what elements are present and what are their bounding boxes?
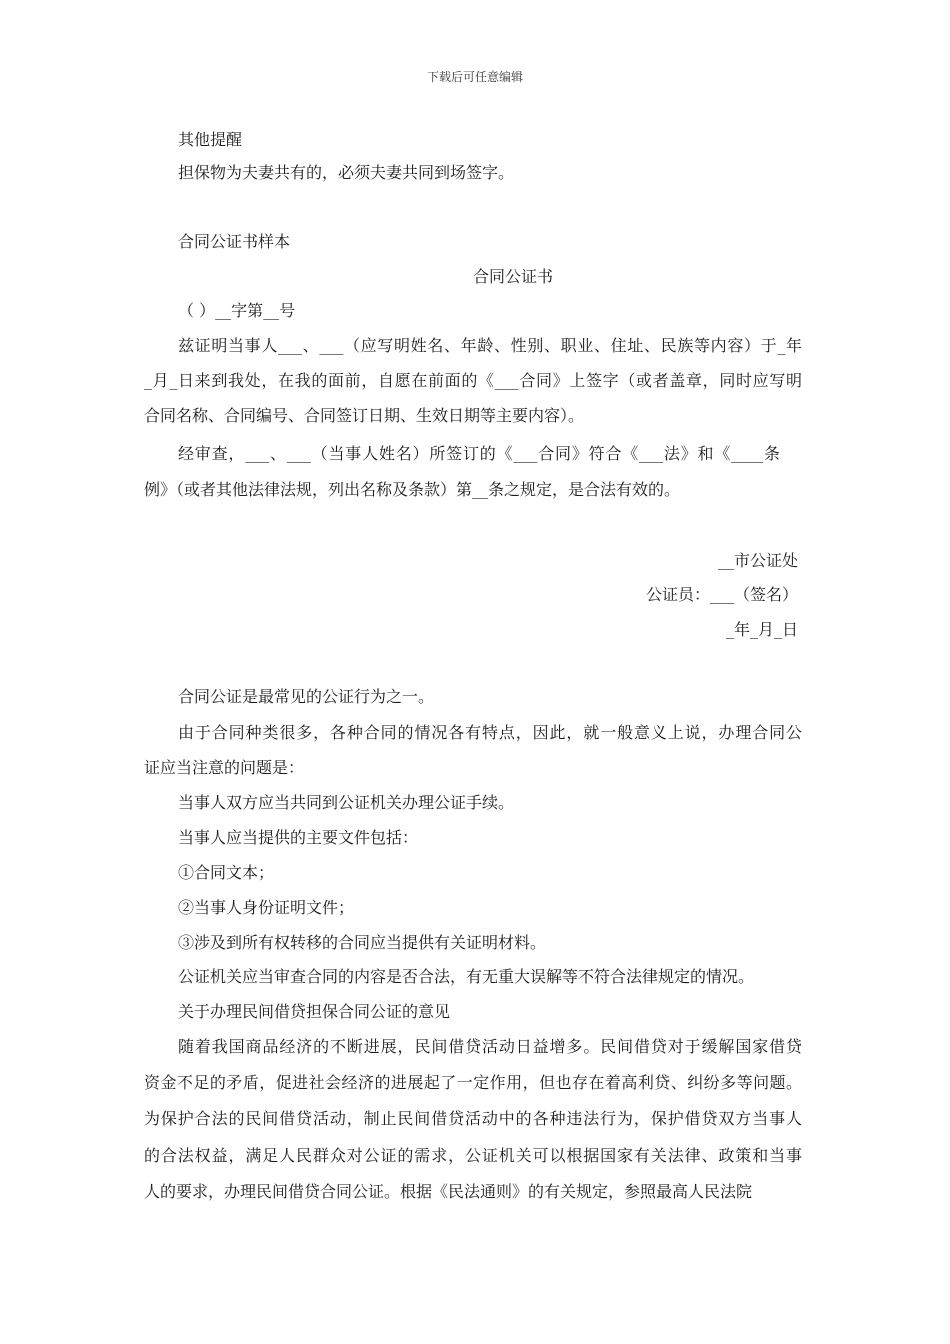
- opinion-para-line4: 的合法权益，满足人民群众对公证的需求，公证机关可以根据国家有关法律、政策和当事: [144, 1146, 802, 1165]
- notes-sub-item-3: ③涉及到所有权转移的合同应当提供有关证明材料。: [178, 933, 547, 952]
- sample-label: 合同公证书样本: [178, 232, 291, 251]
- notes-item-2: 当事人应当提供的主要文件包括：: [178, 828, 419, 847]
- notes-para-line1: 由于合同种类很多，各种合同的情况各有特点，因此，就一般意义上说，办理合同公: [178, 723, 802, 742]
- opinion-para-line5: 人的要求，办理民间借贷合同公证。根据《民法通则》的有关规定，参照最高人民法院: [144, 1182, 753, 1201]
- page-header: 下载后可任意编辑: [426, 70, 523, 84]
- notes-para-line2: 证应当注意的问题是：: [144, 758, 305, 777]
- certificate-number-line: （ ）__字第__号: [178, 301, 296, 320]
- notary-office: __市公证处: [717, 551, 798, 570]
- notes-sub-item-1: ①合同文本；: [178, 863, 275, 882]
- opinion-para-line1: 随着我国商品经济的不断进展，民间借贷活动日益增多。民间借贷对于缓解国家借贷: [178, 1037, 802, 1056]
- notes-item-1: 当事人双方应当共同到公证机关办理公证手续。: [178, 793, 515, 812]
- certificate-para1-line2: _月_日来到我处，在我的面前，自愿在前面的《___合同》上签字（或者盖章，同时应写明: [144, 371, 802, 390]
- notary-signature: 公证员：___（签名）: [645, 585, 798, 604]
- certificate-para2-line2: 例》（或者其他法律法规，列出名称及条款）第__条之规定，是合法有效的。: [144, 480, 681, 499]
- reminder-heading: 其他提醒: [178, 130, 243, 149]
- reminder-body: 担保物为夫妻共有的，必须夫妻共同到场签字。: [178, 163, 515, 182]
- certificate-para1-line3: 合同名称、合同编号、合同签订日期、生效日期等主要内容）。: [144, 406, 585, 425]
- certificate-date: _年_月_日: [725, 620, 798, 639]
- notes-sub-item-2: ②当事人身份证明文件；: [178, 898, 355, 917]
- notes-intro: 合同公证是最常见的公证行为之一。: [178, 687, 435, 706]
- notes-item-3: 公证机关应当审查合同的内容是否合法，有无重大误解等不符合法律规定的情况。: [178, 967, 755, 986]
- opinion-para-line3: 为保护合法的民间借贷活动，制止民间借贷活动中的各种违法行为，保护借贷双方当事人: [144, 1109, 802, 1128]
- opinion-para-line2: 资金不足的矛盾，促进社会经济的进展起了一定作用，但也存在着高利贷、纠纷多等问题。: [144, 1073, 802, 1092]
- opinion-heading: 关于办理民间借贷担保合同公证的意见: [178, 1002, 451, 1021]
- certificate-para2-line1: 经审查，___、___（当事人姓名）所签订的《___合同》符合《___法》和《____条: [178, 444, 780, 463]
- certificate-title: 合同公证书: [472, 267, 553, 286]
- certificate-para1-line1: 兹证明当事人___、___（应写明姓名、年龄、性别、职业、住址、民族等内容）于_年: [178, 336, 802, 355]
